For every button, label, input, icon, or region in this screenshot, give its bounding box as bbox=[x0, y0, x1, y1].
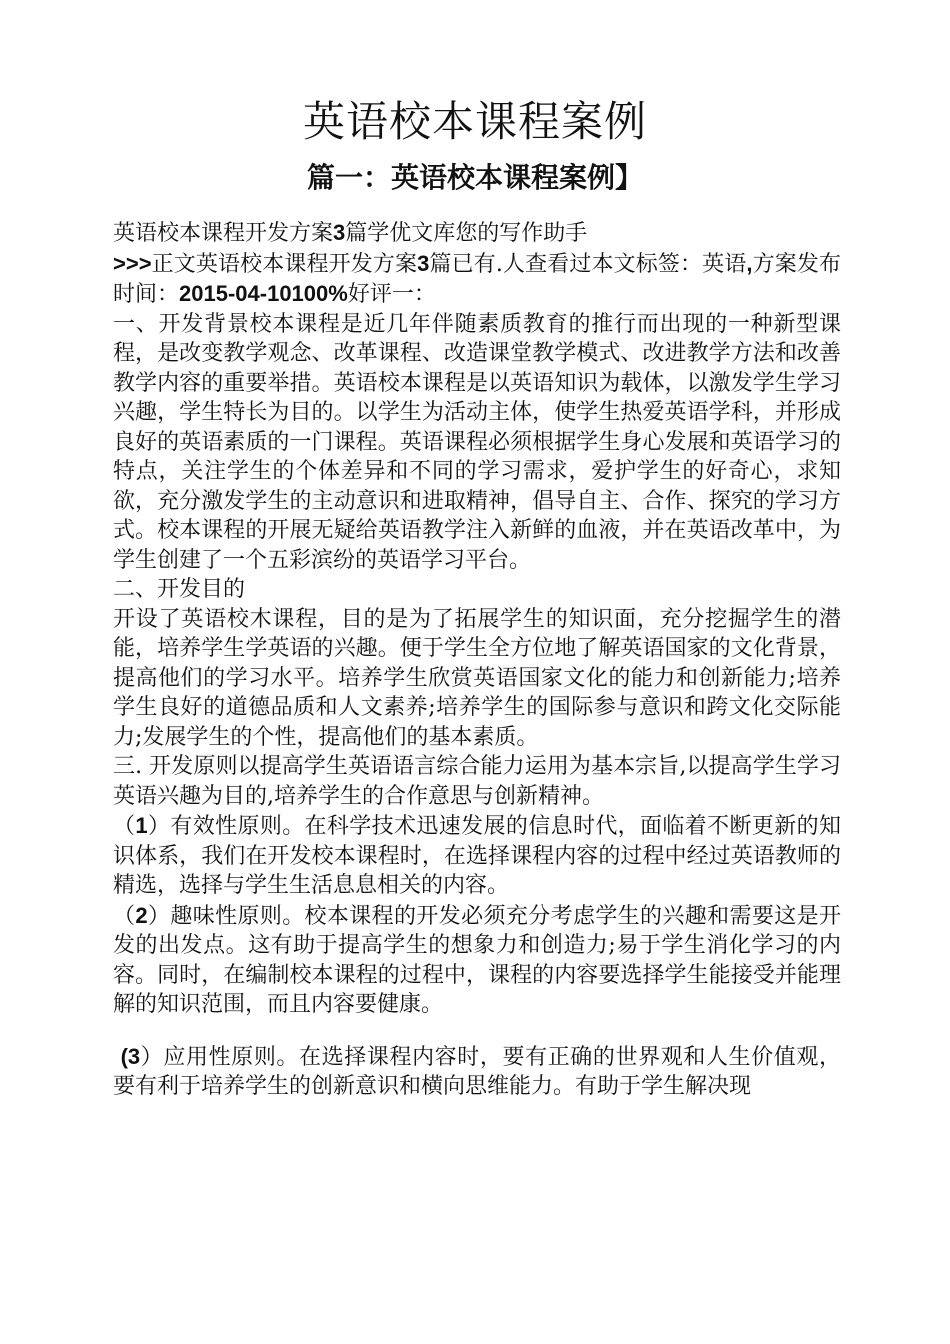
principle-effectiveness: （1）有效性原则。在科学技术迅速发展的信息时代，面临着不断更新的知识体系，我们在开发校本课程时，在选择课程内容的过程中经过英语教师的精选，选择与学生生活息息相关的内容。 bbox=[113, 813, 841, 898]
principle-application: (3）应用性原则。在选择课程内容时，要有正确的世界观和人生价值观，要有利于培养学生的创新意识和横向思维能力。有助于学生解决现 bbox=[113, 1043, 841, 1099]
section-principles: 三. 开发原则以提高学生英语语言综合能力运用为基本宗旨,以提高学生学习英语兴趣为目的,培养学生的合作意思与创新精神。 bbox=[113, 754, 841, 809]
document-body bbox=[113, 218, 841, 1102]
section-purpose: 开设了英语校木课程，目的是为了拓展学生的知识面，充分挖掘学生的潜能，培养学生学英语的兴趣。便于学生全方位地了解英语国家的文化背景，提高他们的学习水平。培养学生欣赏英语国家文化的能力和创新能力;培养学生良好的道德品质和人文素养;培养学生的国际参与意识和跨文化交际能力;发展学生的个性，提高他们的基本素质。 bbox=[113, 606, 841, 750]
meta-line-source: 英语校本课程开发方案3篇学优文库您的写作助手 bbox=[113, 220, 588, 246]
principle-interest: （2）趣味性原则。校本课程的开发必须充分考虑学生的兴趣和需要这是开发的出发点。这有助于提高学生的想象力和创造力;易于学生消化学习的内容。同时，在编制校本课程的过程中，课程的内容要选择学生能接受并能理解的知识范围，而且内容要健康。 bbox=[113, 902, 841, 1017]
meta-line-info: >>>正文英语校本课程开发方案3篇已有.人查看过本文标签：英语,方案发布时间：2015-04-10100%好评一： bbox=[113, 250, 841, 307]
section-purpose-heading: 二、开发目的 bbox=[113, 577, 246, 602]
section-background: 一、开发背景校本课程是近几年伴随素质教育的推行而出现的一种新型课程，是改变教学观念、改革课程、改造课堂教学模式、改进教学方法和改善教学内容的重要举措。英语校本课程是以英语知识为载体，以激发学生学习兴趣，学生特长为目的。以学生为活动主体，使学生热爱英语学科，并形成良好的英语素质的一门课程。英语课程必须根据学生身心发展和英语学习的特点，关注学生的个体差异和不同的学习需求，爱护学生的好奇心，求知欲，充分激发学生的主动意识和进取精神，倡导自主、合作、探究的学习方式。校本课程的开展无疑给英语教学注入新鲜的血液，并在英语改革中，为学生创建了一个五彩滨纷的英语学习平台。 bbox=[113, 311, 841, 573]
document-title: 英语校本课程案例 bbox=[302, 97, 647, 146]
document-subtitle: 篇一：英语校本课程案例】 bbox=[306, 161, 643, 194]
